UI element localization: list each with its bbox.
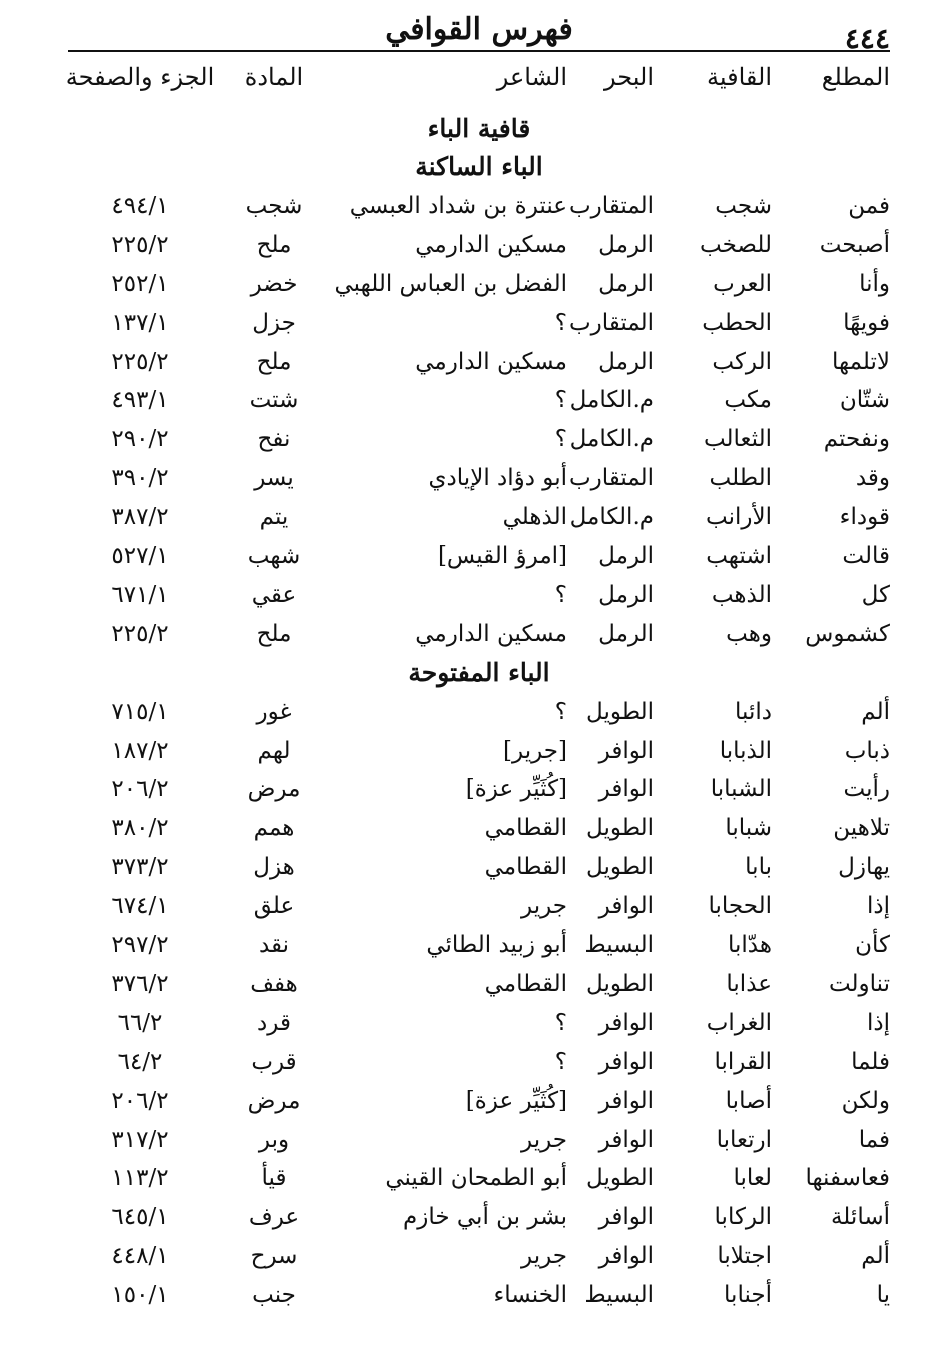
table-row [68,848,890,886]
cell-opening: قوداء [839,504,890,531]
cell-ref: ٢٩٠/٢ [111,426,169,453]
cell-rhyme: الأرانب [706,504,772,531]
cell-opening: فلما [851,1048,890,1075]
cell-meter: الوافر [598,1048,654,1075]
table-row [68,459,890,497]
page-title: فهرس القوافي [385,12,573,47]
cell-poet: القطامي [484,970,567,997]
cell-root: خضر [250,270,298,297]
cell-poet: الفضل بن العباس اللهبي [334,270,567,297]
cell-ref: ٣٨٧/٢ [111,504,169,531]
table-row [68,537,890,575]
cell-rhyme: أجنابا [724,1282,772,1309]
cell-root: وبر [258,1126,290,1153]
section-main-title: قافية الباء [427,114,531,143]
cell-meter: م.الكامل [569,426,654,453]
cell-opening: رأيت [843,776,890,803]
table-row [68,1276,890,1314]
cell-ref: ٢٠٦/٢ [111,776,169,803]
cell-rhyme: بابا [745,854,772,881]
cell-poet: مسكين الدارمي [415,620,567,647]
cell-rhyme: الغراب [706,1009,772,1036]
cell-root: عقي [251,581,297,608]
cell-opening: فما [858,1126,890,1153]
cell-ref: ٦٧١/١ [111,581,169,608]
cell-meter: المتقارب [568,465,654,492]
cell-rhyme: الشبابا [710,776,772,803]
cell-rhyme: عذابا [726,970,772,997]
cell-poet: الخنساء [493,1282,567,1309]
cell-rhyme: الحطب [702,309,772,336]
table-row [68,809,890,847]
cell-root: غور [256,698,292,725]
cell-poet: مسكين الدارمي [415,231,567,258]
cell-poet: ؟ [554,426,567,453]
table-row [68,576,890,614]
cell-poet: عنترة بن شداد العبسي [349,192,567,219]
cell-opening: وأنا [859,270,890,297]
cell-root: همم [253,815,295,842]
cell-opening: لاتلمها [831,348,890,375]
page-number: ٤٤٤ [844,22,890,55]
cell-ref: ٣١٧/٢ [111,1126,169,1153]
cell-root: جزل [252,309,296,336]
cell-meter: الوافر [598,776,654,803]
table-row [68,187,890,225]
cell-meter: الطويل [586,1165,654,1192]
cell-poet: [جرير] [503,737,567,764]
cell-ref: ٤٩٤/١ [111,192,169,219]
table-row [68,887,890,925]
cell-opening: كل [861,581,890,608]
cell-poet: جرير [521,1126,567,1153]
table-row [68,1082,890,1120]
cell-poet: الذهلي [502,504,567,531]
cell-opening: فمن [848,192,890,219]
cell-rhyme: وهب [726,620,772,647]
table-row [68,343,890,381]
cell-root: جنب [252,1282,296,1309]
cell-root: شجب [245,192,303,219]
table-row [68,926,890,964]
cell-meter: الوافر [598,1126,654,1153]
cell-ref: ٣٩٠/٢ [111,465,169,492]
table-row [68,615,890,653]
cell-ref: ٣٨٠/٢ [111,815,169,842]
cell-opening: وقد [855,465,890,492]
table-row [68,1121,890,1159]
cell-meter: الوافر [598,1087,654,1114]
cell-rhyme: ارتعابا [716,1126,772,1153]
table-row [68,381,890,419]
cell-poet: [كُثَيِّر عزة] [465,1087,567,1114]
cell-rhyme: الركب [712,348,772,375]
cell-meter: الطويل [586,698,654,725]
cell-meter: المتقارب [568,309,654,336]
header-rule [68,50,890,52]
cell-meter: الرمل [598,543,654,569]
table-row [68,1043,890,1081]
cell-root: مرض [247,776,301,803]
cell-rhyme: العرب [713,270,772,297]
cell-root: هزل [253,854,295,881]
cell-opening: قالت [842,543,890,569]
cell-meter: الوافر [598,893,654,920]
cell-ref: ١٣٧/١ [111,309,169,336]
cell-root: نقد [258,932,290,958]
cell-meter: الرمل [598,348,654,375]
cell-poet: أبو دؤاد الإيادي [428,465,567,492]
page-header [68,8,890,55]
cell-ref: ٦٧٤/١ [111,893,169,920]
cell-meter: البسيط [584,932,654,958]
cell-ref: ٦٤٥/١ [111,1204,169,1231]
cell-opening: إذا [866,1009,890,1036]
cell-rhyme: هدّابا [727,932,772,958]
section-title: الباء الساكنة [415,152,543,181]
section-title: الباء المفتوحة [408,657,550,687]
cell-meter: الوافر [598,1009,654,1036]
cell-meter: الطويل [586,854,654,881]
cell-ref: ١٥٠/١ [111,1282,169,1309]
cell-rhyme: شجب [715,192,772,219]
cell-root: قرب [251,1048,297,1075]
table-row [68,1004,890,1042]
cell-meter: الطويل [586,815,654,842]
cell-ref: ٦٤/٢ [117,1048,163,1075]
cell-poet: ؟ [554,309,567,336]
cell-ref: ٢٢٥/٢ [111,231,169,258]
cell-ref: ٣٧٦/٢ [111,970,169,997]
cell-opening: ألم [861,698,890,725]
cell-root: ملح [256,348,292,375]
cell-opening: كأن [855,932,890,958]
cell-rhyme: مكب [724,387,772,414]
cell-opening: أسائلة [830,1204,890,1231]
cell-ref: ٤٤٨/١ [111,1243,169,1270]
cell-root: مرض [247,1087,301,1114]
cell-rhyme: لعابا [733,1165,772,1192]
cell-rhyme: الثعالب [703,426,772,453]
cell-poet: ؟ [554,581,567,608]
cell-meter: الطويل [586,970,654,997]
cell-meter: الرمل [598,231,654,258]
cell-meter: الوافر [598,737,654,764]
cell-root: قرد [257,1009,291,1036]
cell-root: نفح [257,426,291,453]
cell-opening: تلاهين [833,815,890,842]
cell-rhyme: دائبا [735,698,772,725]
cell-poet: القطامي [484,854,567,881]
table-row [68,420,890,458]
cell-meter: المتقارب [568,192,654,219]
cell-ref: ٣٧٣/٢ [111,854,169,881]
col-rhyme-header: القافية [706,63,772,91]
cell-rhyme: الذهب [711,581,772,608]
cell-opening: ألم [861,1243,890,1270]
table-row [68,226,890,264]
cell-poet: ؟ [554,698,567,725]
cell-meter: م.الكامل [569,504,654,531]
cell-opening: ذباب [844,737,890,764]
cell-rhyme: الطلب [709,465,772,492]
table-row [68,693,890,731]
cell-opening: تناولت [828,970,890,997]
cell-opening: إذا [866,893,890,920]
cell-root: علق [253,893,295,920]
cell-meter: م.الكامل [569,387,654,414]
cell-root: لهم [257,737,291,764]
cell-rhyme: أصابا [725,1087,772,1114]
cell-rhyme: للصخب [700,231,772,258]
col-meter-header: البحر [604,63,654,91]
cell-poet: أبو زبيد الطائي [426,932,567,958]
cell-ref: ٤٩٣/١ [111,387,169,414]
cell-poet: ؟ [554,1048,567,1075]
cell-root: هفف [250,970,298,997]
cell-rhyme: الركابا [714,1204,772,1231]
cell-root: ملح [256,231,292,258]
cell-ref: ١١٣/٢ [111,1165,169,1192]
cell-rhyme: الحجابا [708,893,772,920]
cell-opening: فويهًا [843,309,890,336]
cell-opening: ولكن [841,1087,890,1114]
cell-meter: الرمل [598,581,654,608]
cell-poet: القطامي [484,815,567,842]
cell-poet: جرير [521,893,567,920]
cell-rhyme: القرابا [714,1048,772,1075]
table-row [68,498,890,536]
cell-root: عرف [248,1204,300,1231]
cell-ref: ٢٥٢/١ [111,270,169,297]
cell-ref: ٦٦/٢ [117,1009,163,1036]
cell-poet: بشر بن أبي خازم [403,1204,567,1231]
cell-opening: شتّان [839,387,890,414]
cell-poet: جرير [521,1243,567,1270]
table-row [68,1159,890,1197]
cell-poet: ؟ [554,1009,567,1036]
cell-root: شهب [247,543,301,569]
cell-opening: فعاسفنها [805,1165,890,1192]
cell-root: قيأ [261,1165,287,1192]
table-row [68,965,890,1003]
cell-opening: يا [876,1282,890,1309]
cell-rhyme: الذبابا [719,737,772,764]
cell-ref: ٢٢٥/٢ [111,620,169,647]
col-opening-header: المطلع [821,63,890,91]
cell-opening: ونفحتم [823,426,890,453]
cell-ref: ٢٠٦/٢ [111,1087,169,1114]
cell-ref: ٥٢٧/١ [111,543,169,569]
cell-poet: مسكين الدارمي [415,348,567,375]
cell-ref: ٢٩٧/٢ [111,932,169,958]
cell-meter: الوافر [598,1204,654,1231]
col-ref-header: الجزء والصفحة [65,63,215,91]
cell-root: يتم [259,504,289,531]
cell-root: يسر [254,465,294,492]
table-row [68,304,890,342]
col-root-header: المادة [244,63,304,91]
table-row [68,732,890,770]
cell-meter: الرمل [598,620,654,647]
table-row [68,770,890,808]
table-row [68,1198,890,1236]
cell-poet: أبو الطمحان القيني [385,1165,567,1192]
cell-rhyme: اجتلابا [717,1243,772,1270]
cell-meter: الوافر [598,1243,654,1270]
cell-poet: ؟ [554,387,567,414]
cell-rhyme: اشتهب [706,543,772,569]
cell-ref: ٢٢٥/٢ [111,348,169,375]
cell-poet: [امرؤ القيس] [437,543,567,569]
cell-root: شتت [249,387,299,414]
cell-ref: ١٨٧/٢ [111,737,169,764]
cell-root: سرح [250,1243,298,1270]
cell-poet: [كُثَيِّر عزة] [465,776,567,803]
cell-opening: كشموس [805,620,890,647]
col-poet-header: الشاعر [496,63,567,91]
cell-opening: أصبحت [819,231,890,258]
table-row [68,265,890,303]
table-row [68,1237,890,1275]
cell-rhyme: شبابا [725,815,772,842]
cell-opening: يهازل [838,854,890,881]
column-headers [65,58,890,96]
cell-meter: الرمل [598,270,654,297]
cell-ref: ٧١٥/١ [111,698,169,725]
cell-root: ملح [256,620,292,647]
cell-meter: البسيط [584,1282,654,1309]
